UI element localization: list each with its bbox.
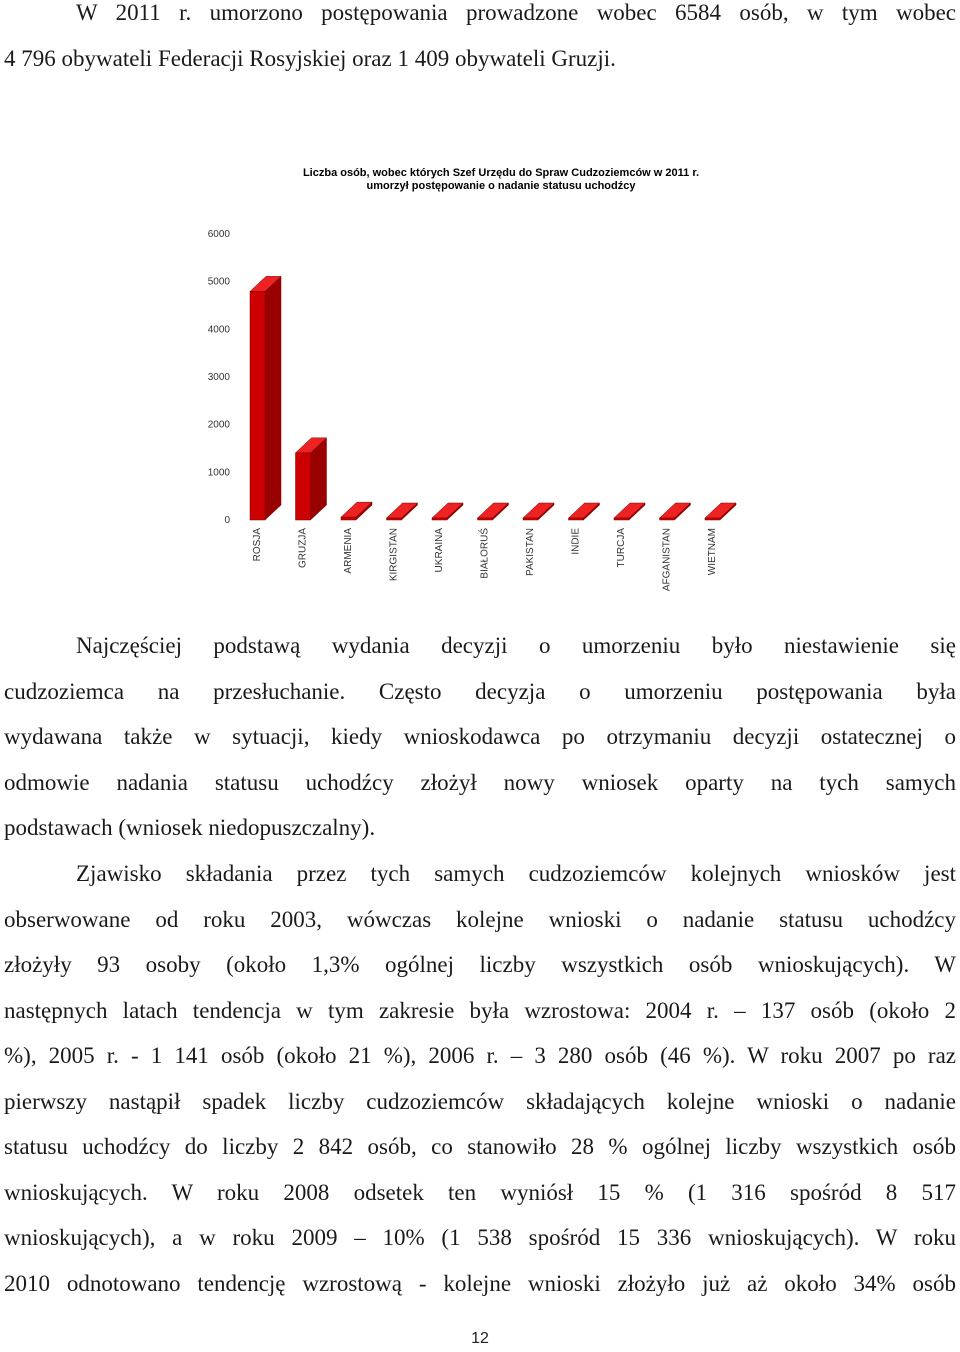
bar-top: [478, 503, 509, 518]
bar-front: [569, 518, 584, 520]
category-labels: [252, 528, 718, 591]
paragraph-line: 2010 odnotowano tendencję wzrostową - kolejne wnioski złożyło już aż około 34% osób: [4, 1270, 956, 1296]
x-tick-label: WIETNAM: [707, 528, 718, 576]
paragraph-line: Zjawisko składania przez tych samych cudzoziemców kolejnych wniosków jest: [76, 861, 956, 886]
y-tick-label: 5000: [207, 276, 230, 288]
paragraph-line: pierwszy nastąpił spadek liczby cudzoziemców składających kolejne wnioski o nadanie: [4, 1088, 956, 1114]
y-tick-label: 6000: [207, 229, 230, 240]
bar-front: [614, 518, 629, 520]
x-tick-label: INDIE: [570, 528, 582, 555]
x-tick-label: ROSJA: [252, 528, 263, 562]
bar-front: [341, 517, 356, 520]
paragraph-line: statusu uchodźcy do liczby 2 842 osób, co stanowiło 28 % ogólnej liczby wszystkich osób: [4, 1134, 956, 1159]
paragraph-line: wydawana także w sytuacji, kiedy wnioskodawca po otrzymaniu decyzji ostatecznej o: [4, 724, 956, 749]
bar-top: [614, 503, 645, 518]
y-tick-label: 2000: [207, 419, 230, 431]
page-number: 12: [471, 1330, 489, 1347]
bar-top: [387, 503, 418, 518]
bar: [296, 438, 327, 520]
bar-top: [432, 503, 463, 518]
bar-top: [569, 503, 600, 518]
x-tick-label: KIRGISTAN: [388, 528, 400, 582]
bar-front: [296, 453, 311, 520]
bar: [432, 503, 463, 520]
chart-title-line: umorzył postępowanie o nadanie statusu uchodźcy: [366, 180, 636, 192]
y-tick-label: 1000: [207, 467, 230, 479]
x-tick-label: PAKISTAN: [525, 528, 536, 576]
bar: [523, 503, 554, 520]
x-tick-label: TURCJA: [616, 528, 627, 568]
chart-title-line: Liczba osób, wobec których Szef Urzędu do Spraw Cudzoziemców w 2011 r.: [302, 167, 700, 179]
paragraph-line: cudzoziemca na przesłuchanie. Często decyzja o umorzeniu postępowania była: [4, 678, 956, 704]
x-tick-label: ARMENIA: [343, 528, 354, 574]
paragraph-line: obserwowane od roku 2003, wówczas kolejne wnioski o nadanie statusu uchodźcy: [4, 906, 956, 932]
intro-line: 4 796 obywateli Federacji Rosyjskiej oraz 1 409 obywateli Gruzji.: [4, 45, 616, 71]
bar-front: [387, 518, 402, 520]
paragraph-line: wnioskujących. W roku 2008 odsetek ten wyniósł 15 % (1 316 spośród 8 517: [4, 1179, 956, 1205]
paragraph-line: %), 2005 r. - 1 141 osób (około 21 %), 2006 r. – 3 280 osób (46 %). W roku 2007 po raz: [4, 1043, 956, 1068]
bar-front: [705, 518, 720, 520]
paragraph-line: złożyły 93 osoby (około 1,3% ogólnej liczby wszystkich osób wnioskujących). W: [4, 952, 956, 977]
x-tick-label: GRUZJA: [297, 528, 309, 568]
paragraph-line: wnioskujących), a w roku 2009 – 10% (1 538 spośród 15 336 wnioskujących). W roku: [4, 1225, 956, 1250]
bar: [478, 503, 509, 520]
bar-top: [523, 503, 554, 518]
bar: [569, 503, 600, 520]
paragraph-1: [4, 623, 956, 851]
y-tick-label: 4000: [207, 324, 230, 336]
bar-top: [705, 503, 736, 518]
paragraph-2: [4, 851, 956, 1306]
bar-top: [660, 503, 691, 518]
intro-text: [4, 0, 956, 81]
bar: [387, 503, 418, 520]
bar: [660, 503, 691, 520]
bars: [250, 276, 736, 520]
bar-front: [523, 518, 538, 520]
bar: [341, 502, 372, 520]
x-tick-label: AFGANISTAN: [661, 528, 673, 592]
bar: [705, 503, 736, 520]
y-tick-label: 0: [224, 515, 230, 526]
x-tick-label: BIAŁORUŚ: [479, 528, 491, 579]
paragraph-line: odmowie nadania statusu uchodźcy złożył nowy wniosek oparty na tych samych: [4, 769, 956, 795]
paragraph-line: podstawach (wniosek niedopuszczalny).: [4, 815, 376, 840]
paragraph-line: Najczęściej podstawą wydania decyzji o umorzeniu było niestawienie się: [76, 633, 956, 658]
bar: [614, 503, 645, 520]
bar-front: [432, 518, 447, 520]
bar-front: [478, 518, 493, 520]
paragraph-line: następnych latach tendencja w tym zakresie była wzrostowa: 2004 r. – 137 osób (około 2: [4, 997, 956, 1023]
y-tick-label: 3000: [207, 372, 230, 383]
bar: [250, 276, 281, 520]
intro-line: W 2011 r. umorzono postępowania prowadzone wobec 6584 osób, w tym wobec: [76, 0, 956, 25]
bar-chart-figure: [190, 156, 770, 606]
bar-front: [660, 518, 675, 520]
x-tick-label: UKRAINA: [434, 528, 445, 573]
bar-front: [250, 291, 265, 520]
bar-side: [265, 276, 281, 520]
y-axis-ticks: [208, 229, 231, 526]
bar-chart: [190, 156, 770, 606]
